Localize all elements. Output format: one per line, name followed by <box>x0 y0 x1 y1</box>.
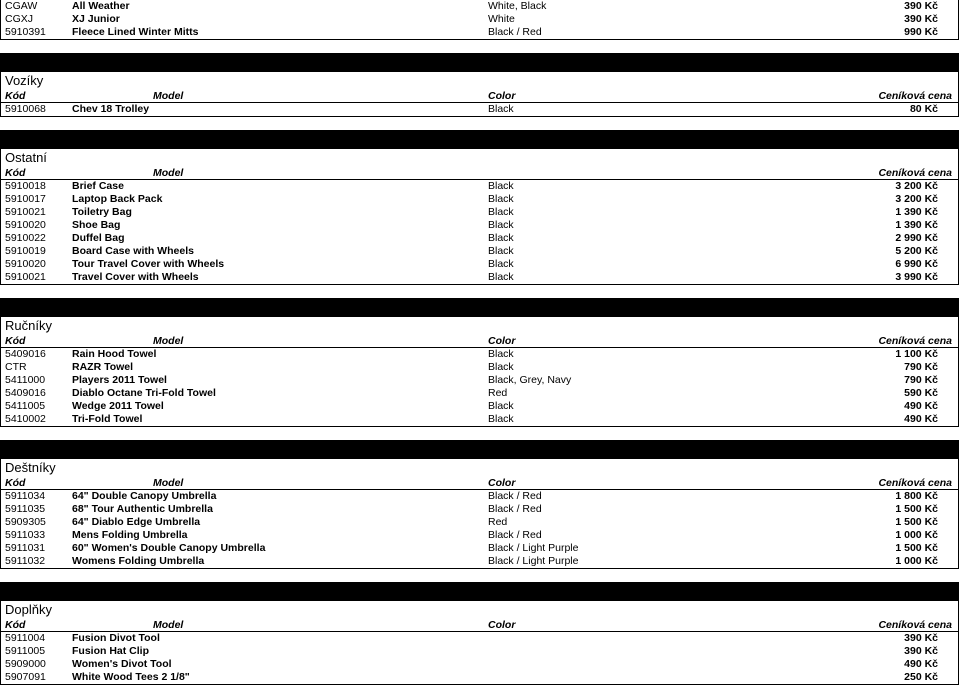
section <box>0 130 959 285</box>
table-row <box>0 206 959 219</box>
cell-code: CTR <box>5 361 27 373</box>
cell-price: 390 Kč <box>904 0 938 12</box>
cell-model: 60" Women's Double Canopy Umbrella <box>72 542 266 554</box>
cell-code: 5911032 <box>5 555 46 567</box>
header-color: Color <box>488 335 516 347</box>
table-header-row <box>0 167 959 180</box>
cell-price: 490 Kč <box>904 400 938 412</box>
cell-price: 3 200 Kč <box>895 180 938 192</box>
cell-price: 390 Kč <box>904 645 938 657</box>
cell-price: 590 Kč <box>904 387 938 399</box>
cell-model: 64" Double Canopy Umbrella <box>72 490 217 502</box>
header-model: Model <box>153 90 184 102</box>
cell-price: 1 000 Kč <box>895 555 938 567</box>
cell-price: 3 200 Kč <box>895 193 938 205</box>
cell-model: Rain Hood Towel <box>72 348 157 360</box>
cell-model: Fusion Divot Tool <box>72 632 160 644</box>
cell-code: 5411000 <box>5 374 46 386</box>
cell-code: 5910017 <box>5 193 46 205</box>
header-model: Model <box>153 477 184 489</box>
cell-color: Red <box>488 387 508 399</box>
cell-code: 5409016 <box>5 348 46 360</box>
cell-color: Black / Red <box>488 490 542 502</box>
header-model: Model <box>153 167 184 179</box>
cell-model: 64" Diablo Edge Umbrella <box>72 516 201 528</box>
cell-code: 5910022 <box>5 232 46 244</box>
cell-model: Toiletry Bag <box>72 206 132 218</box>
cell-code: 5911035 <box>5 503 46 515</box>
section-title: Ručníky <box>0 317 959 335</box>
cell-model: Players 2011 Towel <box>72 374 167 386</box>
cell-price: 990 Kč <box>904 26 938 38</box>
cell-color: Black <box>488 400 514 412</box>
header-color: Color <box>488 619 516 631</box>
cell-color: Black <box>488 219 514 231</box>
cell-model: Fleece Lined Winter Mitts <box>72 26 199 38</box>
cell-model: All Weather <box>72 0 130 12</box>
cell-code: 5410002 <box>5 413 46 425</box>
cell-color: Red <box>488 516 508 528</box>
header-price: Ceníková cena <box>878 619 952 631</box>
table-row <box>0 503 959 516</box>
section-divider-bar <box>0 130 959 149</box>
top-rows <box>0 0 959 40</box>
cell-code: 5911004 <box>5 632 46 644</box>
cell-price: 80 Kč <box>909 103 938 115</box>
cell-code: 5910019 <box>5 245 46 257</box>
table-row <box>0 671 959 684</box>
cell-price: 1 390 Kč <box>895 206 938 218</box>
cell-model: Tri-Fold Towel <box>72 413 143 425</box>
section-divider-bar <box>0 440 959 459</box>
cell-code: 5911005 <box>5 645 46 657</box>
cell-model: White Wood Tees 2 1/8" <box>72 671 190 683</box>
cell-code: CGXJ <box>5 13 34 25</box>
cell-price: 1 500 Kč <box>895 503 938 515</box>
table-row <box>0 245 959 258</box>
cell-color: White, Black <box>488 0 547 12</box>
cell-color: Black <box>488 348 514 360</box>
table-row <box>0 271 959 284</box>
table-row <box>0 632 959 645</box>
cell-color: Black <box>488 193 514 205</box>
header-code: Kód <box>5 90 26 102</box>
cell-model: Mens Folding Umbrella <box>72 529 188 541</box>
table-row <box>0 374 959 387</box>
header-price: Ceníková cena <box>878 90 952 102</box>
table-row <box>0 529 959 542</box>
cell-code: 5910391 <box>5 26 46 38</box>
table-row <box>0 555 959 568</box>
cell-code: 5910068 <box>5 103 46 115</box>
cell-price: 490 Kč <box>904 413 938 425</box>
cell-color: Black / Red <box>488 26 542 38</box>
cell-code: CGAW <box>5 0 38 12</box>
section <box>0 298 959 427</box>
header-model: Model <box>153 335 184 347</box>
cell-model: RAZR Towel <box>72 361 134 373</box>
cell-price: 3 990 Kč <box>895 271 938 283</box>
cell-price: 5 200 Kč <box>895 245 938 257</box>
cell-model: Laptop Back Pack <box>72 193 163 205</box>
cell-model: Fusion Hat Clip <box>72 645 149 657</box>
table-row <box>0 193 959 206</box>
cell-price: 790 Kč <box>904 361 938 373</box>
cell-code: 5911034 <box>5 490 46 502</box>
cell-code: 5911033 <box>5 529 46 541</box>
table-header-row <box>0 477 959 490</box>
table-row <box>0 361 959 374</box>
header-price: Ceníková cena <box>878 335 952 347</box>
cell-price: 1 000 Kč <box>895 529 938 541</box>
cell-price: 1 390 Kč <box>895 219 938 231</box>
table-row <box>0 645 959 658</box>
cell-code: 5910018 <box>5 180 46 192</box>
table-row <box>0 400 959 413</box>
cell-color: Black <box>488 232 514 244</box>
cell-model: Duffel Bag <box>72 232 125 244</box>
cell-model: Shoe Bag <box>72 219 121 231</box>
cell-code: 5910021 <box>5 206 46 218</box>
section <box>0 53 959 117</box>
cell-model: Chev 18 Trolley <box>72 103 150 115</box>
cell-price: 790 Kč <box>904 374 938 386</box>
header-code: Kód <box>5 335 26 347</box>
cell-model: Board Case with Wheels <box>72 245 194 257</box>
cell-color: Black <box>488 361 514 373</box>
section-divider-bar <box>0 298 959 317</box>
cell-code: 5409016 <box>5 387 46 399</box>
cell-color: Black <box>488 271 514 283</box>
section <box>0 440 959 569</box>
cell-code: 5907091 <box>5 671 46 683</box>
cell-price: 1 500 Kč <box>895 516 938 528</box>
table-row <box>0 348 959 361</box>
cell-color: Black / Red <box>488 503 542 515</box>
section-divider-bar <box>0 582 959 601</box>
header-code: Kód <box>5 619 26 631</box>
cell-color: Black <box>488 245 514 257</box>
section-title: Deštníky <box>0 459 959 477</box>
section-title: Doplňky <box>0 601 959 619</box>
cell-model: Women's Divot Tool <box>72 658 172 670</box>
cell-color: Black <box>488 206 514 218</box>
table-row <box>0 516 959 529</box>
cell-color: Black <box>488 103 514 115</box>
cell-code: 5411005 <box>5 400 46 412</box>
section-title: Vozíky <box>0 72 959 90</box>
table-row <box>0 26 959 39</box>
table-row <box>0 387 959 400</box>
cell-color: Black / Light Purple <box>488 542 579 554</box>
table-row <box>0 219 959 232</box>
cell-model: Travel Cover with Wheels <box>72 271 199 283</box>
header-code: Kód <box>5 477 26 489</box>
table-header-row <box>0 619 959 632</box>
cell-model: Wedge 2011 Towel <box>72 400 164 412</box>
header-price: Ceníková cena <box>878 477 952 489</box>
table-row <box>0 13 959 26</box>
sections-container <box>0 53 959 685</box>
cell-code: 5909305 <box>5 516 46 528</box>
header-color: Color <box>488 477 516 489</box>
cell-model: Womens Folding Umbrella <box>72 555 205 567</box>
table-header-row <box>0 90 959 103</box>
table-row <box>0 258 959 271</box>
cell-model: Brief Case <box>72 180 124 192</box>
cell-color: Black, Grey, Navy <box>488 374 572 386</box>
table-row <box>0 413 959 426</box>
header-model: Model <box>153 619 184 631</box>
section-divider-bar <box>0 53 959 72</box>
header-price: Ceníková cena <box>878 167 952 179</box>
cell-price: 390 Kč <box>904 632 938 644</box>
cell-price: 490 Kč <box>904 658 938 670</box>
cell-code: 5909000 <box>5 658 46 670</box>
header-color: Color <box>488 90 516 102</box>
cell-price: 2 990 Kč <box>895 232 938 244</box>
cell-code: 5910021 <box>5 271 46 283</box>
cell-color: Black / Red <box>488 529 542 541</box>
table-row <box>0 658 959 671</box>
cell-price: 1 500 Kč <box>895 542 938 554</box>
cell-color: White <box>488 13 515 25</box>
table-row <box>0 232 959 245</box>
cell-price: 6 990 Kč <box>895 258 938 270</box>
table-row <box>0 180 959 193</box>
section <box>0 582 959 685</box>
table-row <box>0 103 959 116</box>
cell-price: 1 800 Kč <box>895 490 938 502</box>
cell-model: Tour Travel Cover with Wheels <box>72 258 225 270</box>
cell-price: 250 Kč <box>904 671 938 683</box>
cell-color: Black / Light Purple <box>488 555 579 567</box>
cell-color: Black <box>488 180 514 192</box>
cell-model: XJ Junior <box>72 13 120 25</box>
cell-color: Black <box>488 258 514 270</box>
cell-code: 5910020 <box>5 258 46 270</box>
cell-color: Black <box>488 413 514 425</box>
cell-price: 390 Kč <box>904 13 938 25</box>
cell-model: Diablo Octane Tri-Fold Towel <box>72 387 216 399</box>
cell-price: 1 100 Kč <box>895 348 938 360</box>
cell-code: 5910020 <box>5 219 46 231</box>
cell-code: 5911031 <box>5 542 46 554</box>
table-row <box>0 0 959 13</box>
table-row <box>0 490 959 503</box>
table-header-row <box>0 335 959 348</box>
table-row <box>0 542 959 555</box>
header-code: Kód <box>5 167 26 179</box>
section-title: Ostatní <box>0 149 959 167</box>
cell-model: 68" Tour Authentic Umbrella <box>72 503 213 515</box>
